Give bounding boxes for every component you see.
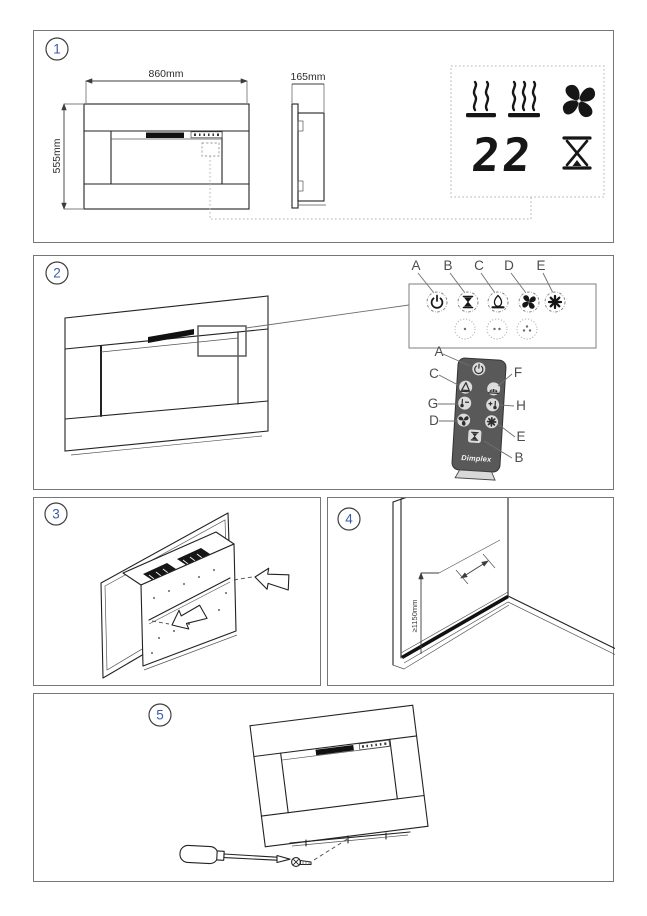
height-dimension	[51, 104, 83, 209]
fireplace-perspective-drawing	[65, 296, 409, 455]
panel-4-wall-position	[327, 497, 614, 686]
step-number: 2	[53, 265, 61, 281]
step-number: 1	[53, 41, 61, 57]
fan-button	[519, 292, 539, 312]
step-badge	[46, 262, 68, 284]
snowflake-icon	[549, 296, 561, 308]
remote-label-e: E	[516, 429, 526, 444]
cool-blast-button	[545, 292, 565, 312]
step-badge	[45, 503, 67, 525]
remote-timer-button	[468, 429, 482, 443]
panel-3-diagram	[34, 498, 322, 687]
step-number: 3	[52, 506, 60, 522]
rear-view-drawing	[101, 513, 237, 678]
panel-3-brackets	[33, 497, 321, 686]
height-label: 555mm	[51, 138, 63, 174]
panel-1-diagram	[34, 31, 615, 244]
spacing-measure	[439, 540, 500, 584]
dot-button-1	[455, 319, 475, 339]
mounted-unit-drawing	[250, 705, 428, 847]
panel-5-fixing	[33, 693, 614, 882]
remote-label-f: F	[513, 365, 523, 380]
bracket-arrow-right	[234, 566, 291, 593]
timer-button	[458, 292, 478, 312]
remote-label-g: G	[427, 396, 439, 411]
fan-icon	[563, 85, 595, 117]
depth-label: 165mm	[290, 71, 326, 83]
heat-setting-2-icon	[508, 82, 540, 117]
callout-letter-b: B	[443, 258, 453, 273]
room-corner-drawing	[393, 498, 615, 669]
dimplex-logo: Dimplex	[461, 453, 492, 464]
control-panel-callout	[409, 258, 596, 348]
panel-2-diagram	[34, 256, 615, 491]
callout-letter-a: A	[411, 258, 421, 273]
display-location-marker	[202, 143, 219, 156]
remote-label-a: A	[434, 344, 444, 359]
screwdriver	[180, 845, 290, 864]
step-badge	[46, 38, 68, 60]
remote-control	[451, 358, 506, 481]
control-strip	[191, 132, 222, 138]
front-view-drawing	[84, 104, 249, 209]
display-callout	[451, 66, 604, 197]
side-view-drawing	[292, 104, 326, 208]
fuel-bed-strip	[148, 329, 194, 343]
heat-setting-1-icon	[466, 82, 496, 117]
dot-button-2	[487, 319, 507, 339]
callout-letter-d: D	[504, 258, 514, 273]
power-button	[427, 292, 447, 312]
panel-2-controls	[33, 255, 614, 490]
screw-leader-line	[314, 838, 349, 860]
width-label: 860mm	[148, 68, 184, 80]
svg-text:22: 22	[469, 128, 537, 182]
dot-button-3	[517, 319, 537, 339]
panel-1-dimensions	[33, 30, 614, 243]
panel-5-diagram	[34, 694, 615, 883]
timer-icon	[564, 138, 590, 168]
step-number: 4	[345, 511, 353, 527]
depth-dimension	[290, 71, 325, 112]
bottom-bracket	[290, 832, 410, 846]
min-height-dimension	[410, 573, 439, 654]
min-height-label: ≥1150mm	[410, 599, 419, 633]
remote-label-d: D	[429, 413, 439, 428]
step-badge	[338, 508, 360, 530]
remote-label-h: H	[516, 398, 526, 413]
flame-effect-button	[488, 292, 508, 312]
step-badge	[149, 704, 171, 726]
width-dimension	[86, 68, 247, 103]
snowflake-icon	[487, 418, 495, 426]
remote-label-c: C	[429, 366, 439, 381]
callout-letter-e: E	[536, 258, 546, 273]
panel-4-diagram	[328, 498, 615, 687]
fuel-bed-strip	[146, 133, 184, 139]
callout-letter-c: C	[474, 258, 484, 273]
remote-label-b: B	[514, 450, 524, 465]
temperature-readout	[469, 128, 536, 182]
fixing-screw	[292, 858, 311, 867]
step-number: 5	[156, 707, 164, 723]
